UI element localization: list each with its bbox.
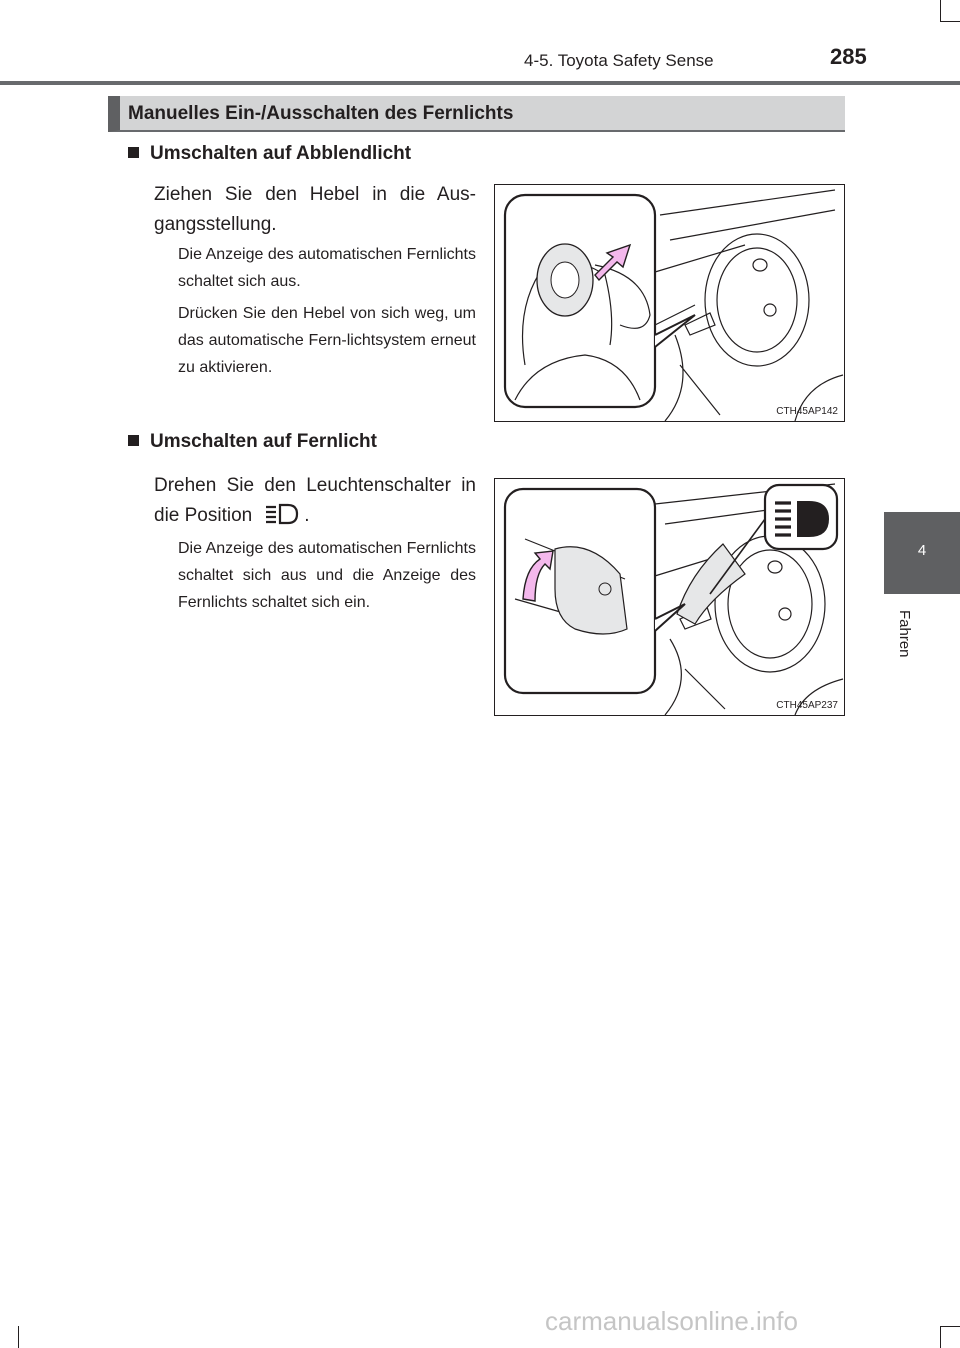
page-number: 285 (830, 44, 867, 69)
crop-mark (18, 1326, 19, 1348)
switch-rotate-illustration (495, 479, 844, 715)
figure-lever-pull (494, 184, 845, 422)
lever-pull-illustration (495, 185, 844, 421)
instruction-text: Ziehen Sie den Hebel in die Aus-gangsstellung. (154, 184, 476, 235)
header-rule (0, 81, 960, 85)
figure-code: CTH45AP142 (776, 406, 838, 417)
section-title-bar (108, 96, 845, 132)
crop-mark (940, 21, 960, 22)
figure-code: CTH45AP237 (776, 700, 838, 711)
subsection-heading: Umschalten auf Fernlicht (128, 431, 377, 453)
chapter-tab[interactable] (884, 512, 960, 594)
note-text: Die Anzeige des automatischen Fernlichts schaltet sich aus. (178, 246, 476, 290)
crop-mark (940, 0, 941, 22)
watermark: carmanualsonline.info (545, 1306, 798, 1336)
note-text: Drücken Sie den Hebel von sich weg, um das automatische Fern-lichtsystem erneut zu aktivieren. (178, 305, 476, 376)
section-title: Manuelles Ein-/Ausschalten des Fernlichts (128, 103, 514, 124)
high-beam-icon (264, 503, 300, 525)
square-bullet-icon (128, 435, 139, 446)
figure-switch-rotate (494, 478, 845, 716)
instruction-text: Drehen Sie den Leuchtenschalter in die Position . (154, 475, 476, 526)
chapter-label: Fahren (896, 610, 913, 658)
chapter-number: 4 (917, 542, 927, 559)
crop-mark (940, 1326, 960, 1327)
chapter-label-box (880, 610, 950, 670)
subsection-heading: Umschalten auf Abblendlicht (128, 143, 411, 165)
square-bullet-icon (128, 147, 139, 158)
crop-mark (940, 1326, 941, 1348)
note-text: Die Anzeige des automatischen Fernlichts schaltet sich aus und die Anzeige des Fernlichts schaltet sich ein. (178, 540, 476, 611)
running-header: 4-5. Toyota Safety Sense (524, 51, 714, 70)
